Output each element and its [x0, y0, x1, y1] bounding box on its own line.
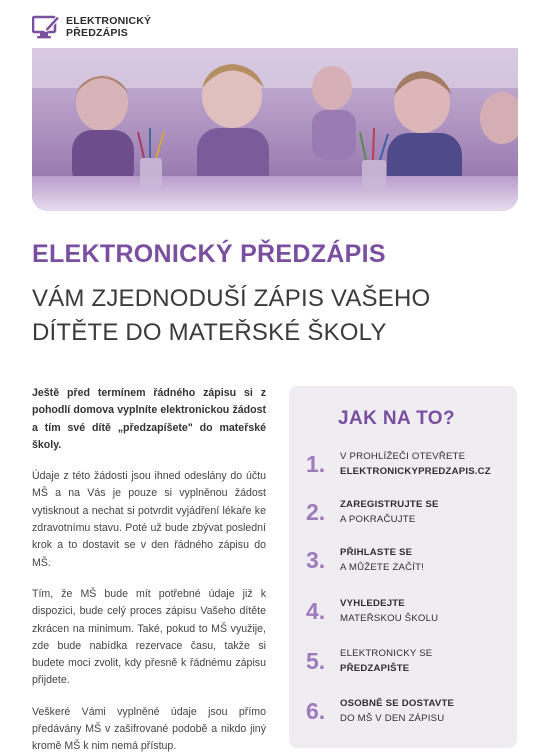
step-number: 1. [306, 450, 326, 477]
headline: ELEKTRONICKÝ PŘEDZÁPIS [32, 240, 386, 268]
step-number: 3. [306, 546, 326, 573]
subheadline: VÁM ZJEDNODUŠÍ ZÁPIS VAŠEHO DÍTĚTE DO MATEŘSKÉ ŠKOLY [32, 285, 431, 346]
howto-step-3 [306, 545, 511, 575]
step-text [340, 545, 424, 575]
step-text [340, 596, 438, 626]
step-line-1: ZAREGISTRUJTE SE [340, 499, 439, 510]
body-text-column [32, 385, 266, 752]
step-text [340, 497, 439, 527]
hero-image [32, 48, 518, 211]
step-number: 5. [306, 647, 326, 674]
howto-step-5 [306, 646, 511, 676]
paragraph-3: Veškeré Vámi vyplněné údaje jsou přímo předávány MŠ v zašifrované podobě a nikdo jiný kromě MŠ k nim nemá přístup. [32, 705, 266, 752]
step-number: 6. [306, 697, 326, 724]
howto-step-1 [306, 449, 511, 479]
lead-paragraph: Ještě před termínem řádného zápisu si z pohodlí domova vyplníte elektronickou žádost a tím své dítě „předzapíšete" do mateřské školy. [32, 387, 266, 451]
step-line-2: ELEKTRONICKYPREDZAPIS.CZ [340, 466, 491, 477]
step-text [340, 646, 432, 676]
howto-step-2 [306, 497, 511, 527]
step-line-2: A POKRAČUJTE [340, 514, 416, 525]
howto-step-6 [306, 696, 511, 726]
paragraph-1: Údaje z této žádosti jsou ihned odeslány do účtu MŠ a na Vás je pouze si vyplněnou žádost vytisknout a nechat si potvrdit vyjádření lékaře ke zdravotnímu stavu. Poté už bude zbývat poslední krok a to dostavit se v den řádného zápisu do MŠ. [32, 470, 266, 569]
step-number: 4. [306, 597, 326, 624]
howto-step-4 [306, 596, 511, 626]
step-line-1: V PROHLÍŽEČI OTEVŘETE [340, 451, 466, 462]
step-text [340, 696, 454, 726]
brand-logo [32, 14, 151, 40]
step-line-1: PŘIHLASTE SE [340, 547, 413, 558]
logo-line-2: PŘEDZÁPIS [66, 27, 128, 39]
step-number: 2. [306, 498, 326, 525]
howto-box [289, 386, 517, 748]
step-line-1: OSOBNĚ SE DOSTAVTE [340, 698, 455, 709]
computer-pencil-icon [32, 14, 60, 40]
step-line-2: PŘEDZAPIŠTE [340, 663, 410, 674]
step-line-2: A MŮŽETE ZAČÍT! [340, 562, 425, 573]
step-line-2: DO MŠ V DEN ZÁPISU [340, 713, 445, 724]
step-line-1: ELEKTRONICKY SE [340, 648, 433, 659]
paragraph-2: Tím, že MŠ bude mít potřebné údaje již k dispozici, bude celý proces zápisu Vašeho dítěte zkrácen na minimum. Také, pokud to MŠ využije, zde bude nabídka rezervace času, takže si budete moci zvolit, kdy přesně k řádnému zápisu přijdete. [32, 587, 266, 687]
step-line-2: MATEŘSKOU ŠKOLU [340, 613, 439, 624]
howto-title: JAK NA TO? [338, 408, 455, 429]
logo-line-1: ELEKTRONICKÝ [66, 15, 152, 27]
logo-wordmark [66, 15, 151, 39]
step-text [340, 449, 491, 479]
step-line-1: VYHLEDEJTE [340, 598, 405, 609]
